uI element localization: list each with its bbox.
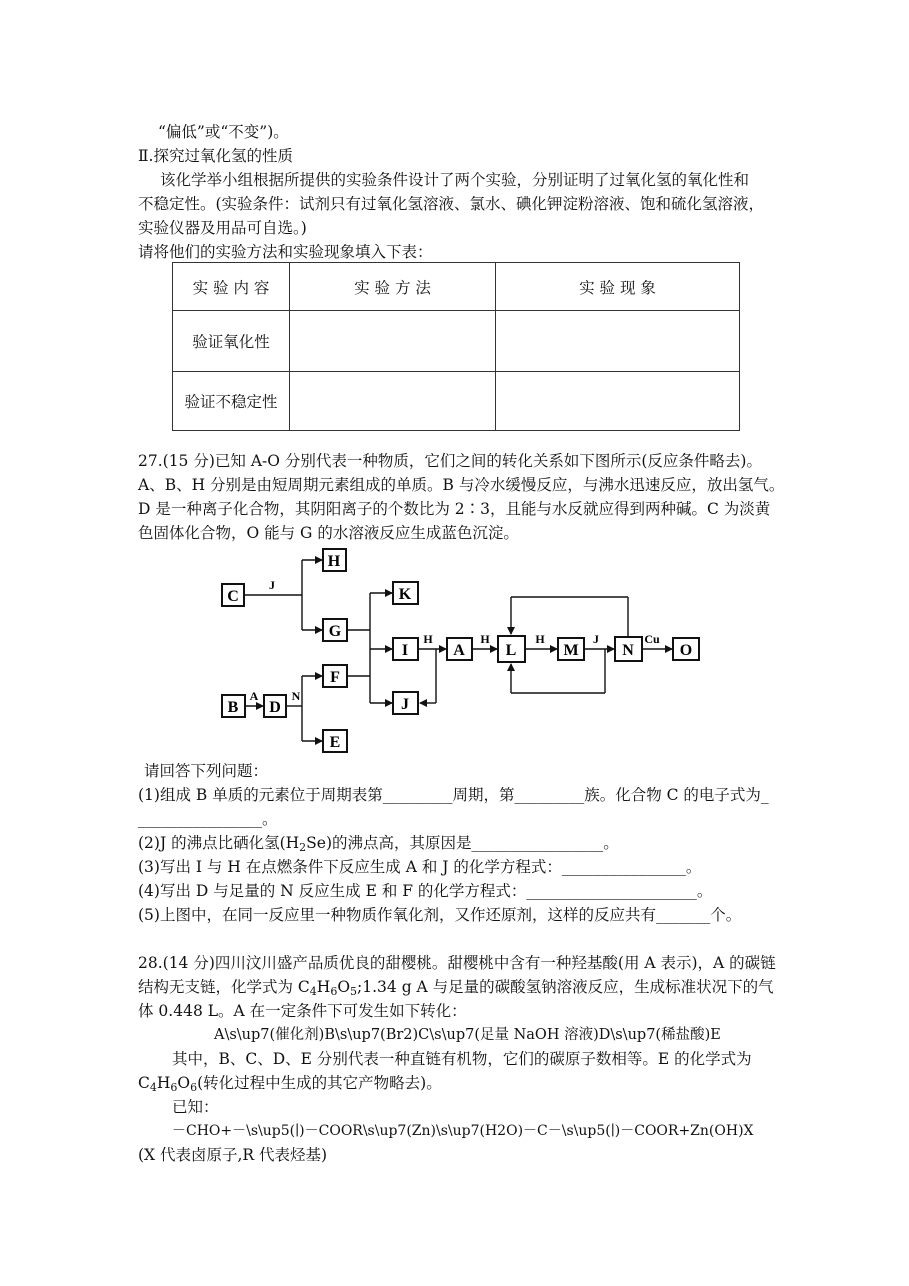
edge-label: H <box>535 632 545 646</box>
table-cell: 验证氧化性 <box>173 311 290 372</box>
text-run: O <box>337 978 351 996</box>
text-line: 不稳定性。(实验条件：试剂只有过氧化氢溶液、氯水、碘化钾淀粉溶液、饱和硫化氢溶液， <box>138 195 765 213</box>
node-N <box>615 637 642 661</box>
text-run: H <box>316 978 331 996</box>
edge-label: H <box>423 632 433 646</box>
text-line: 请回答下列问题： <box>144 762 269 780</box>
node-B <box>222 695 245 717</box>
node-M <box>558 638 584 660</box>
text-run: C <box>138 1074 150 1092</box>
edge-label: N <box>291 689 301 703</box>
question-27-line: D 是一种离子化合物，其阴阳离子的个数比为 2∶3，且能与水反就应得到两种碱。C 为淡黄 <box>138 500 771 518</box>
svg-text:J: J <box>401 696 409 713</box>
node-A <box>447 638 472 660</box>
node-H <box>323 549 346 571</box>
table-cell: 验证不稳定性 <box>173 372 290 431</box>
svg-text:G: G <box>328 623 342 640</box>
subscript: 4 <box>149 1081 157 1094</box>
question-28-line: A\s\up7(催化剂)B\s\up7(Br2)C\s\up7(足量 NaOH 溶液)D\s\up7(稀盐酸)E <box>214 1027 721 1043</box>
table-header: 实 验 方 法 <box>290 263 496 311</box>
svg-text:B: B <box>227 699 239 716</box>
text-run: (转化过程中生成的其它产物略去)。 <box>197 1074 442 1092</box>
text-run: H <box>156 1074 171 1092</box>
subscript: 6 <box>190 1081 198 1094</box>
answer-line: (5)上图中，在同一反应里一种物质作氧化剂，又作还原剂，这样的反应共有_______个。 <box>138 906 742 924</box>
question-27-line: 27.(15 分)已知 A-O 分别代表一种物质，它们之间的转化关系如下图所示(反应条件略去)。 <box>138 452 762 470</box>
svg-text:N: N <box>622 642 634 659</box>
svg-text:O: O <box>679 642 693 659</box>
subscript: 4 <box>309 985 317 998</box>
answer-line: ________________。 <box>138 810 278 828</box>
answer-line <box>138 833 619 858</box>
edge-label: H <box>480 632 490 646</box>
node-L <box>498 636 525 662</box>
svg-text:E: E <box>329 734 341 751</box>
node-E <box>323 730 347 752</box>
table-row <box>173 311 740 372</box>
question-28-line: 体 0.448 L。A 在一定条件下可发生如下转化： <box>138 1002 467 1020</box>
text-line: 该化学举小组根据所提供的实验条件设计了两个实验，分别证明了过氧化氢的氧化性和 <box>160 171 750 189</box>
question-28-line: 已知： <box>172 1098 219 1116</box>
table-header: 实 验 现 象 <box>496 263 740 311</box>
node-F <box>323 665 347 687</box>
node-C <box>222 584 244 606</box>
text-line: 实验仪器及用品可自选。) <box>138 219 307 237</box>
table-header-row <box>173 263 740 311</box>
edge-label: J <box>269 578 275 592</box>
text-run: (2)J 的沸点比硒化氢(H <box>138 834 300 852</box>
table-header: 实 验 内 容 <box>173 263 290 311</box>
subscript: 6 <box>330 985 338 998</box>
svg-text:H: H <box>327 553 341 570</box>
question-27-line: A、B、H 分别是由短周期元素组成的单质。B 与冷水缓慢反应，与沸水迅速反应，放出氢气。 <box>138 476 785 494</box>
text-run: 结构无支链，化学式为 C <box>138 978 310 996</box>
text-line: 请将他们的实验方法和实验现象填入下表： <box>138 243 433 261</box>
node-J <box>393 692 418 714</box>
answer-line: (1)组成 B 单质的元素位于周期表第_________周期，第_________族。化合物 C 的电子式为_ <box>138 786 769 804</box>
svg-text:I: I <box>401 642 409 659</box>
node-I <box>393 638 418 660</box>
table-row <box>173 372 740 431</box>
experiment-table <box>172 262 740 431</box>
question-28-line: －CHO+－\s\up5(∣)－COOR\s\up7(Zn)\s\up7(H2O)－C－\s\up5(∣)－COOR+Zn(OH)X <box>172 1123 754 1139</box>
section-heading: Ⅱ.探究过氧化氢的性质 <box>138 147 293 165</box>
svg-text:C: C <box>227 588 239 605</box>
svg-text:F: F <box>330 669 340 686</box>
subscript: 2 <box>299 841 307 854</box>
svg-text:K: K <box>398 586 412 603</box>
subscript: 5 <box>350 985 358 998</box>
question-28-line <box>138 1073 442 1098</box>
text-line: “偏低”或“不变”)。 <box>158 123 289 141</box>
question-27-line: 色固体化合物，O 能与 G 的水溶液反应生成蓝色沉淀。 <box>138 524 519 542</box>
table-cell <box>290 372 496 431</box>
svg-text:L: L <box>505 642 517 659</box>
question-28-line <box>138 977 774 1002</box>
edge-label: Cu <box>644 632 660 646</box>
text-run: Se)的沸点高，其原因是_________________。 <box>306 834 619 852</box>
table-cell <box>496 311 740 372</box>
node-O <box>673 638 699 660</box>
table-cell <box>290 311 496 372</box>
svg-text:A: A <box>453 642 465 659</box>
answer-line: (4)写出 D 与足量的 N 反应生成 E 和 F 的化学方程式：______________________。 <box>138 882 713 900</box>
edge-label: A <box>249 689 259 703</box>
reaction-diagram <box>0 540 909 760</box>
subscript: 6 <box>170 1081 178 1094</box>
svg-text:M: M <box>563 642 579 659</box>
answer-line: (3)写出 I 与 H 在点燃条件下反应生成 A 和 J 的化学方程式：________________。 <box>138 858 702 876</box>
node-K <box>393 582 418 604</box>
question-28-line: (X 代表卤原子,R 代表烃基) <box>138 1146 328 1164</box>
text-run: O <box>177 1074 191 1092</box>
node-G <box>323 619 347 641</box>
edge-label: J <box>593 632 599 646</box>
table-cell <box>496 372 740 431</box>
question-28-line: 28.(14 分)四川汶川盛产品质优良的甜樱桃。甜樱桃中含有一种羟基酸(用 A 表示)，A 的碳链 <box>138 954 776 972</box>
text-run: ;1.34 g A 与足量的碳酸氢钠溶液反应，生成标准状况下的气 <box>357 978 774 996</box>
node-D <box>264 695 286 717</box>
question-28-line: 其中，B、C、D、E 分别代表一种直链有机物，它们的碳原子数相等。E 的化学式为 <box>172 1050 752 1068</box>
svg-text:D: D <box>269 699 281 716</box>
